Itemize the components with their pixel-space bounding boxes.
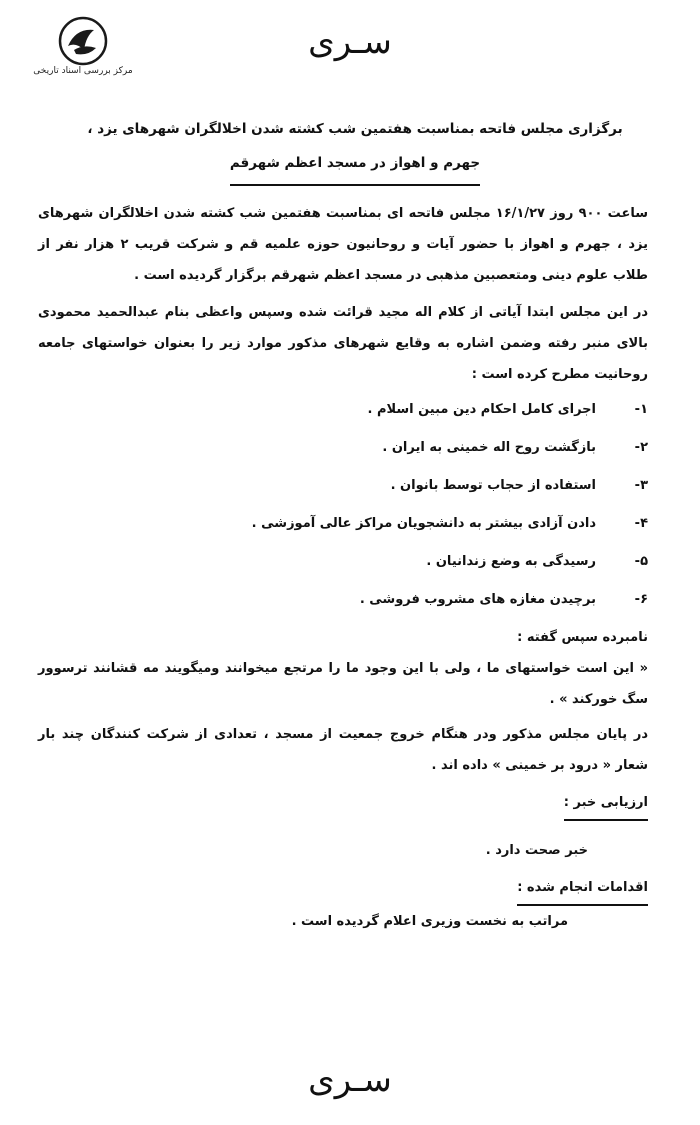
paragraph-2: در این مجلس ابتدا آیاتی از کلام اله مجید قرائت شده وسپس واعظی بنام عبدالحمید محمودی بالای منبر رفته وضمن اشاره به وقایع شهرهای مذکور موارد زیر را بعنوان خواستهای جامعه روحانیت مطرح کرده است : <box>38 305 648 382</box>
list-item <box>38 508 648 539</box>
final-note: مراتب به نخست وزیری اعلام گردیده است . <box>291 914 568 929</box>
assessment-heading: ارزیابی خبر : <box>564 787 648 821</box>
list-item-number: ۶- <box>634 592 648 607</box>
document-title <box>60 112 650 186</box>
quote-paragraph: « این است خواستهای ما ، ولی با این وجود ما را مرتجع میخوانند ومیگویند مه قشانند ترسوور سگ خورکند » . <box>38 661 648 707</box>
list-item-text: اجرای کامل احکام دین مبین اسلام . <box>367 402 596 417</box>
list-item-text: برچیدن مغازه های مشروب فروشی . <box>359 592 596 607</box>
paragraph-4: در پایان مجلس مذکور ودر هنگام خروج جمعیت از مسجد ، تعدادی از شرکت کنندگان چند بار شعار « درود بر خمینی » داده اند . <box>38 727 648 773</box>
title-line-1: برگزاری مجلس فاتحه بمناسبت هفتمین شب کشته شدن اخلالگران شهرهای یزد ، <box>87 121 623 137</box>
assessment-text: خبر صحت دارد . <box>485 843 588 858</box>
list-item-text: رسیدگی به وضع زندانیان . <box>426 554 596 569</box>
list-item <box>38 470 648 501</box>
title-line-2: جهرم و اهواز در مسجد اعظم شهرقم <box>230 146 480 186</box>
list-item-number: ۱- <box>634 402 648 417</box>
bottom-classification-mark: سـری <box>308 1060 392 1100</box>
list-item-text: دادن آزادی بیشتر به دانشجویان مراکز عالی آموزشی . <box>251 516 596 531</box>
list-item <box>38 432 648 463</box>
logo-caption: مرکز بررسی اسناد تاریخی <box>33 66 133 76</box>
list-item-number: ۳- <box>634 478 648 493</box>
actions-heading: اقدامات انجام شده : <box>517 872 648 906</box>
demands-list <box>38 394 648 615</box>
list-item <box>38 546 648 577</box>
list-item-text: استفاده از حجاب توسط بانوان . <box>390 478 596 493</box>
list-item-number: ۴- <box>634 516 648 531</box>
paragraph-3: نامبرده سپس گفته : <box>517 630 648 645</box>
list-item-number: ۵- <box>634 554 648 569</box>
list-item <box>38 394 648 425</box>
top-classification-mark: سـری <box>308 22 392 62</box>
list-item <box>38 584 648 615</box>
document-body <box>38 198 648 937</box>
list-item-text: بازگشت روح اله خمینی به ایران . <box>382 440 596 455</box>
list-item-number: ۲- <box>634 440 648 455</box>
paragraph-1: ساعت ۹۰۰ روز ۱۶/۱/۲۷ مجلس فاتحه ای بمناسبت هفتمین شب کشته شدن اخلالگران شهرهای یزد ، جهرم و اهواز با حضور آیات و روحانیون حوزه علمیه قم و شرکت قریب ۲ هزار نفر از طلاب علوم دینی ومتعصبین مذهبی در مسجد اعظم شهرقم برگزار گردیده است . <box>38 206 648 283</box>
